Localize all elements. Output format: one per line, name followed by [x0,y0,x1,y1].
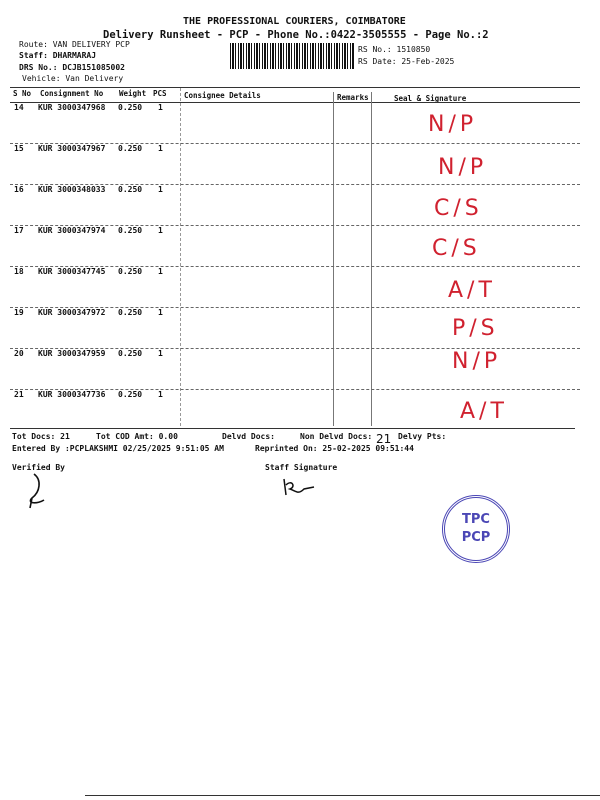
row-sno: 16 [14,185,24,194]
table-row [0,185,600,225]
table-row [0,308,600,348]
rs-number: RS No.: 1510850 [358,45,431,54]
tot-docs: Tot Docs: 21 [12,432,70,441]
verifier-signature [20,470,60,510]
row-sno: 18 [14,267,24,276]
col-pcs: PCS [153,89,167,98]
handwritten-mark: N/P [452,349,502,374]
row-consignment: KUR 3000347968 [38,103,106,112]
rs-date: RS Date: 25-Feb-2025 [358,57,455,66]
col-remarks: Remarks [337,93,369,102]
row-pcs: 1 [158,103,163,112]
table-row [0,390,600,430]
row-weight: 0.250 [118,226,143,235]
row-pcs: 1 [158,144,163,153]
company-stamp [442,495,510,563]
runsheet-title: Delivery Runsheet - PCP - Phone No.:0422-3505555 - Page No.:2 [103,29,489,41]
row-weight: 0.250 [118,390,143,399]
table-row [0,226,600,266]
non-delvd-docs: Non Delvd Docs: [300,432,373,441]
row-weight: 0.250 [118,144,143,153]
handwritten-mark: C/S [434,196,483,221]
table-row [0,349,600,389]
delvy-pts: Delvy Pts: [398,432,447,441]
barcode [230,43,354,69]
row-sno: 15 [14,144,24,153]
row-consignment: KUR 3000347736 [38,390,106,399]
row-pcs: 1 [158,185,163,194]
vehicle-label: Vehicle: Van Delivery [22,74,124,83]
entered-by: Entered By :PCPLAKSHMI 02/25/2025 9:51:05 AM [12,444,224,453]
row-pcs: 1 [158,349,163,358]
col-consignment: Consignment No [40,89,104,98]
row-sno: 17 [14,226,24,235]
handwritten-mark: N/P [438,155,488,180]
handwritten-mark: A/T [448,278,496,303]
col-sno: S No [13,89,32,98]
verified-by-label: Verified By [12,463,65,472]
drs-number: DRS No.: DCJB151085002 [19,63,125,72]
row-weight: 0.250 [118,103,143,112]
row-pcs: 1 [158,226,163,235]
row-weight: 0.250 [118,349,143,358]
stamp-line2: PCP [461,530,491,545]
route-label: Route: VAN DELIVERY PCP [19,40,130,49]
row-consignment: KUR 3000347745 [38,267,106,276]
staff-signature [280,475,320,500]
non-delvd-count: 21 [376,432,392,446]
row-weight: 0.250 [118,267,143,276]
company-name: THE PROFESSIONAL COURIERS, COIMBATORE [183,16,406,27]
row-pcs: 1 [158,267,163,276]
reprinted-on: Reprinted On: 25-02-2025 09:51:44 [255,444,414,453]
row-consignment: KUR 3000347974 [38,226,106,235]
footer-rule [85,795,600,796]
table-row [0,267,600,307]
staff-label: Staff: DHARMARAJ [19,51,97,60]
handwritten-mark: C/S [432,236,481,261]
tot-cod: Tot COD Amt: 0.00 [96,432,178,441]
staff-signature-label: Staff Signature [265,463,338,472]
row-pcs: 1 [158,390,163,399]
row-sno: 14 [14,103,24,112]
row-consignment: KUR 3000347967 [38,144,106,153]
row-weight: 0.250 [118,185,143,194]
table-row [0,103,600,143]
row-pcs: 1 [158,308,163,317]
row-sno: 21 [14,390,24,399]
delvd-docs: Delvd Docs: [222,432,275,441]
col-weight: Weight [119,89,147,98]
handwritten-mark: P/S [452,316,499,341]
row-sno: 20 [14,349,24,358]
col-consignee: Consignee Details [184,91,261,100]
row-consignment: KUR 3000347972 [38,308,106,317]
handwritten-mark: N/P [428,112,478,137]
col-seal: Seal & Signature [394,94,467,103]
table-row [0,144,600,184]
row-consignment: KUR 3000348033 [38,185,106,194]
row-weight: 0.250 [118,308,143,317]
handwritten-mark: A/T [460,399,508,424]
row-consignment: KUR 3000347959 [38,349,106,358]
stamp-line1: TPC [462,512,490,527]
row-sno: 19 [14,308,24,317]
